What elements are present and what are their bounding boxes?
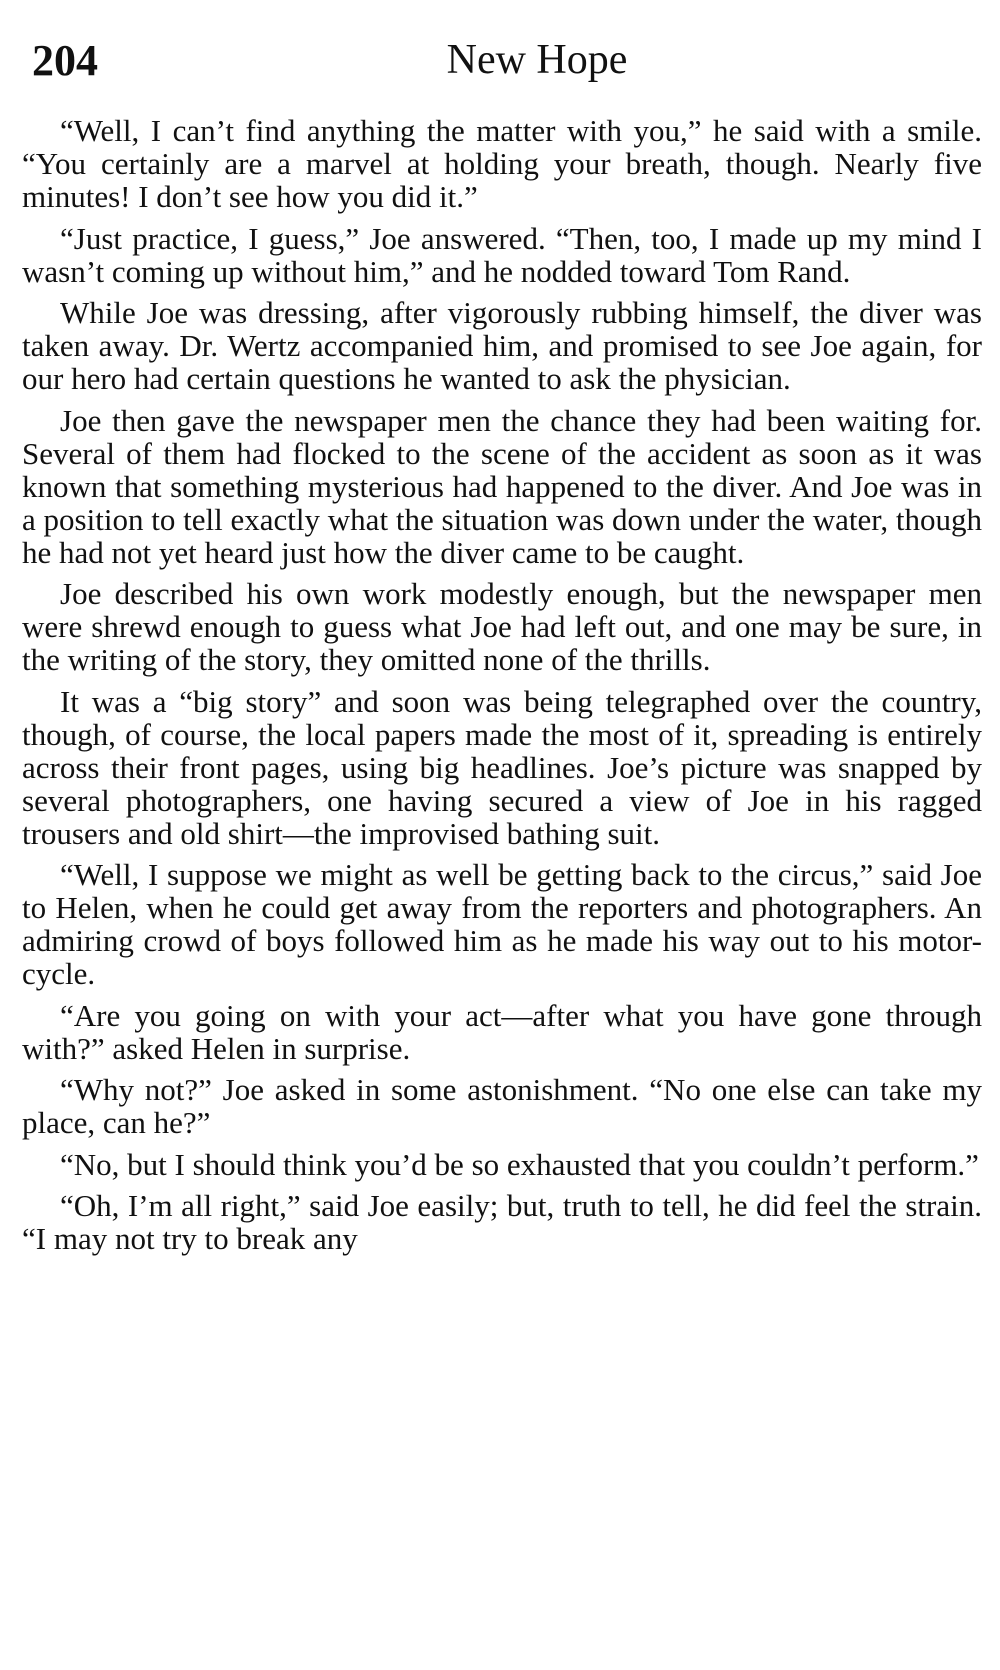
paragraph: “Well, I can’t find anything the matter with you,” he said with a smile. “You certainly are a marvel at holding your breath, though. Nearly five minutes! I don’t see how you did it.” [22, 113, 982, 214]
paragraph: While Joe was dressing, after vigorously rubbing himself, the diver was taken away. Dr. Wertz accompanied him, and promised to see Joe again, for our hero had certain questions he wanted to ask the physician. [22, 295, 982, 396]
paragraph: “Are you going on with your act—after what you have gone through with?” asked Helen in surprise. [22, 997, 982, 1066]
paragraph: Joe then gave the newspaper men the chance they had been waiting for. Several of them had flocked to the scene of the accident as soon as it was known that something mysterious had happened to the diver. And Joe was in a position to tell exactly what the situation was down under the water, though he had not yet heard just how the diver came to be caught. [22, 402, 982, 570]
paragraph: “No, but I should think you’d be so exhausted that you couldn’t perform.” [60, 1146, 979, 1182]
paragraph: It was a “big story” and soon was being telegraphed over the country, though, of course, the local papers made the most of it, spreading is entirely across their front pages, using big headlines. Joe’s picture was snapped by several photographers, one having secured a view of Joe in his ragged trousers and old shirt—the improvised bathing suit. [22, 683, 982, 851]
paragraph: “Just practice, I guess,” Joe answered. “Then, too, I made up my mind I wasn’t coming up without him,” and he nodded toward Tom Rand. [22, 220, 982, 289]
page-number: 204 [32, 36, 98, 85]
page-header [22, 38, 982, 102]
paragraph: “Oh, I’m all right,” said Joe easily; but, truth to tell, he did feel the strain. “I may not try to break any [22, 1188, 982, 1256]
running-title: New Hope [446, 37, 628, 83]
book-page [22, 38, 982, 1264]
paragraph: “Why not?” Joe asked in some astonishment. “No one else can take my place, can he?” [22, 1072, 982, 1140]
paragraph: Joe described his own work modestly enough, but the newspaper men were shrewd enough to guess what Joe had left out, and one may be sure, in the writing of the story, they omitted none of the thrills. [22, 576, 982, 677]
paragraph: “Well, I suppose we might as well be getting back to the circus,” said Joe to Helen, when he could get away from the reporters and photographers. An admiring crowd of boys followed him as he made his way out to his motor-cycle. [22, 857, 982, 991]
body-text [22, 114, 982, 1255]
